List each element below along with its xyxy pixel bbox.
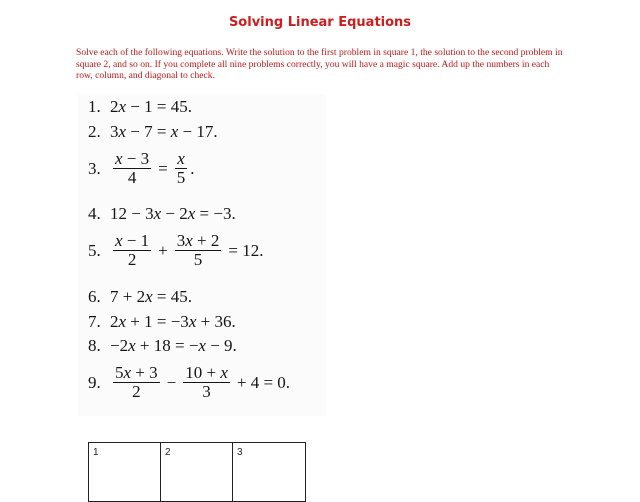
grid-cell-1: 1 [89, 443, 161, 501]
operator: + [158, 240, 168, 260]
fraction [113, 364, 160, 401]
denominator: 5 [193, 250, 203, 269]
problem-7 [88, 312, 236, 332]
operator: = [158, 158, 168, 178]
denominator: 2 [132, 382, 141, 401]
problem-text: −2x + 18 = −x − 9. [110, 336, 237, 355]
problem-text: 2x + 1 = −3x + 36. [110, 312, 236, 331]
problem-6 [88, 287, 192, 307]
numerator: x − 1 [115, 231, 150, 250]
problem-number: 6. [88, 287, 101, 306]
problem-text: 7 + 2x = 45. [110, 287, 192, 306]
problem-end: = 12. [228, 240, 264, 260]
problem-number: 8. [88, 336, 101, 355]
denominator: 4 [127, 168, 137, 187]
instructions-text: Solve each of the following equations. Write the solution to the first problem in square 1, the solution to the second problem in square 2, and so on. If you complete all nine problems correctly, you will have a magic square. Add up the numbers in each row, column, and diagonal to check. [76, 47, 563, 81]
problem-number: 7. [88, 312, 101, 331]
numerator: x − 3 [115, 149, 150, 168]
problem-4 [88, 204, 236, 224]
denominator: 3 [202, 382, 211, 401]
problem-1 [88, 97, 192, 117]
problem-9 [88, 364, 294, 401]
denominator: 2 [127, 250, 137, 269]
numerator: 10 + x [185, 363, 228, 382]
problem-rhs: = x − 17. [156, 122, 218, 141]
problem-number: 5. [88, 240, 101, 260]
fraction [113, 150, 151, 187]
numerator: 5x + 3 [115, 363, 158, 382]
magic-square-grid [88, 442, 306, 502]
fraction [183, 364, 230, 401]
numerator: x [177, 149, 185, 168]
numerator: 3x + 2 [176, 231, 220, 250]
fraction [175, 232, 222, 269]
problem-8 [88, 336, 237, 356]
problem-number: 4. [88, 204, 101, 223]
fraction [113, 232, 151, 269]
problem-end: . [190, 158, 195, 178]
problem-number: 9. [88, 372, 101, 392]
problem-text: 12 − 3x − 2x = −3. [110, 204, 236, 223]
problem-5 [88, 232, 267, 269]
operator: − [166, 372, 177, 392]
problem-3 [88, 150, 194, 187]
problem-lhs: 2x − 1 [110, 97, 153, 116]
grid-cell-2: 2 [161, 443, 233, 501]
grid-cell-3: 3 [237, 447, 243, 458]
problem-rhs: = 45. [156, 97, 192, 116]
problem-lhs: 3x − 7 [110, 122, 153, 141]
problems-image [78, 94, 326, 416]
fraction [175, 150, 188, 187]
page-title: Solving Linear Equations [228, 15, 412, 30]
problem-number: 2. [88, 122, 101, 141]
problem-2 [88, 122, 218, 142]
problem-number: 3. [88, 158, 101, 178]
problem-end: + 4 = 0. [236, 372, 291, 392]
denominator: 5 [176, 168, 186, 187]
problem-number: 1. [88, 97, 101, 116]
